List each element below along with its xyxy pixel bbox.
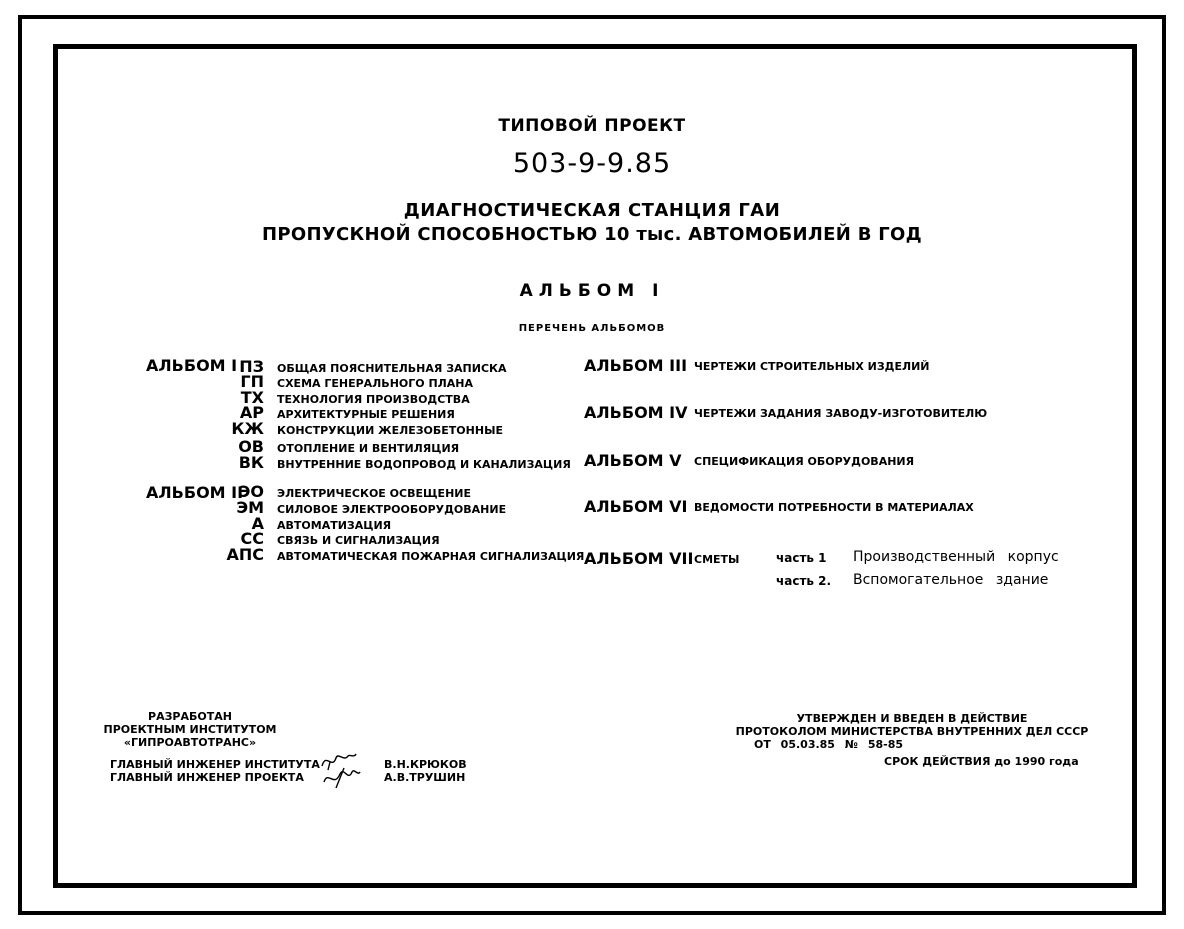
section-code: ЭМ: [236, 498, 264, 517]
section-code: ТХ: [240, 388, 264, 407]
project-type-title: ТИПОВОЙ ПРОЕКТ: [498, 116, 686, 136]
album-label: АЛЬБОМ IV: [584, 403, 688, 422]
album-title: ЧЕРТЕЖИ ЗАДАНИЯ ЗАВОДУ-ИЗГОТОВИТЕЛЮ: [694, 407, 988, 420]
section-title: СИЛОВОЕ ЭЛЕКТРООБОРУДОВАНИЕ: [277, 503, 507, 516]
approval-date: ОТ 05.03.85 № 58-85: [754, 738, 904, 751]
album-label: АЛЬБОМ VII: [584, 549, 694, 568]
section-title: ОБЩАЯ ПОЯСНИТЕЛЬНАЯ ЗАПИСКА: [277, 362, 507, 375]
section-title: ОТОПЛЕНИЕ И ВЕНТИЛЯЦИЯ: [277, 442, 460, 455]
validity-period: СРОК ДЕЙСТВИЯ до 1990 года: [884, 755, 1079, 768]
section-title: АРХИТЕКТУРНЫЕ РЕШЕНИЯ: [277, 408, 455, 421]
section-code: А: [251, 514, 264, 533]
developer-block: [100, 710, 280, 749]
estimate-part: часть 2.: [776, 574, 832, 588]
album-label: АЛЬБОМ V: [584, 451, 682, 470]
project-number: 503-9-9.85: [512, 148, 672, 179]
section-code: АПС: [226, 545, 264, 564]
album-label: АЛЬБОМ VI: [584, 497, 688, 516]
section-title: АВТОМАТИЗАЦИЯ: [277, 519, 392, 532]
developer-line: ПРОЕКТНЫМ ИНСТИТУТОМ: [103, 723, 277, 736]
album-title: ЧЕРТЕЖИ СТРОИТЕЛЬНЫХ ИЗДЕЛИЙ: [694, 360, 930, 373]
engineer-name: В.Н.КРЮКОВ: [384, 758, 467, 771]
developer-role: ГЛАВНЫЙ ИНЖЕНЕР ПРОЕКТА: [110, 771, 304, 784]
approval-line: ПРОТОКОЛОМ МИНИСТЕРСТВА ВНУТРЕННИХ ДЕЛ СССР: [735, 725, 1089, 738]
developer-line: РАЗРАБОТАН: [148, 710, 232, 723]
estimate-name: Производственный корпус: [853, 549, 1059, 565]
section-code: ВК: [238, 453, 264, 472]
developer-line: «ГИПРОАВТОТРАНС»: [123, 736, 257, 749]
section-code: ПЗ: [239, 357, 264, 376]
section-title: КОНСТРУКЦИИ ЖЕЛЕЗОБЕТОННЫЕ: [277, 424, 503, 437]
section-title: ЭЛЕКТРИЧЕСКОЕ ОСВЕЩЕНИЕ: [277, 487, 471, 500]
album-title: ВЕДОМОСТИ ПОТРЕБНОСТИ В МАТЕРИАЛАХ: [694, 501, 974, 514]
album-label: АЛЬБОМ II: [146, 483, 244, 502]
section-title: СХЕМА ГЕНЕРАЛЬНОГО ПЛАНА: [277, 377, 474, 390]
section-title: ВНУТРЕННИЕ ВОДОПРОВОД И КАНАЛИЗАЦИЯ: [277, 458, 571, 471]
album-title: СПЕЦИФИКАЦИЯ ОБОРУДОВАНИЯ: [694, 455, 915, 468]
estimate-part: часть 1: [776, 551, 827, 565]
section-code: СС: [240, 529, 264, 548]
section-title: АВТОМАТИЧЕСКАЯ ПОЖАРНАЯ СИГНАЛИЗАЦИЯ: [277, 550, 585, 563]
project-name-line2: ПРОПУСКНОЙ СПОСОБНОСТЬЮ 10 тыс. АВТОМОБИЛЕЙ В ГОД: [262, 224, 922, 245]
approval-block: [732, 712, 1092, 738]
section-code: АР: [239, 403, 264, 422]
signature-image: [318, 748, 362, 792]
project-name-line1: ДИАГНОСТИЧЕСКАЯ СТАНЦИЯ ГАИ: [403, 200, 781, 221]
album-title: СМЕТЫ: [694, 553, 740, 566]
album-label: АЛЬБОМ I: [146, 356, 238, 375]
section-code: ОВ: [238, 437, 264, 456]
approval-line: УТВЕРЖДЕН И ВВЕДЕН В ДЕЙСТВИЕ: [796, 712, 1028, 725]
developer-role: ГЛАВНЫЙ ИНЖЕНЕР ИНСТИТУТА: [110, 758, 320, 771]
section-code: КЖ: [231, 419, 264, 438]
section-title: СВЯЗЬ И СИГНАЛИЗАЦИЯ: [277, 534, 440, 547]
section-code: ЭО: [238, 482, 264, 501]
engineer-name: А.В.ТРУШИН: [384, 771, 466, 784]
album-list-title: ПЕРЕЧЕНЬ АЛЬБОМОВ: [518, 323, 666, 334]
estimate-name: Вспомогательное здание: [853, 572, 1049, 588]
section-title: ТЕХНОЛОГИЯ ПРОИЗВОДСТВА: [277, 393, 470, 406]
section-code: ГП: [240, 372, 264, 391]
album-label: АЛЬБОМ III: [584, 356, 688, 375]
album-heading: АЛЬБОМ I: [519, 281, 665, 301]
